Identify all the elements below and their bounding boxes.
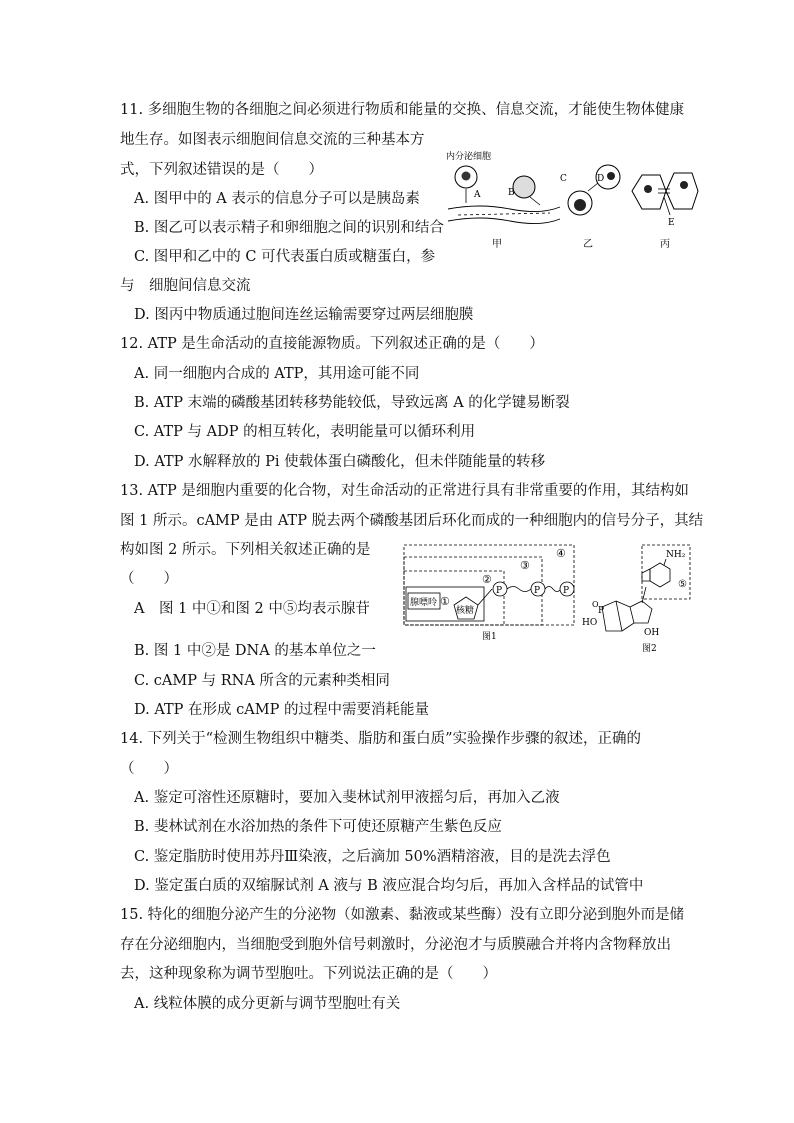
mark-2: ② [482,573,492,586]
figure2-caption: 图2 [642,644,657,654]
q13-stem-line4: （ ） [120,571,178,587]
cell-yi-1-nucleus [574,199,586,211]
q11-fig-caption-bing: 丙 [660,239,670,250]
q13-figure1-atp [402,543,578,645]
q11-stem-line2: 地生存。如图表示细胞间信息交流的三种基本方 [120,132,425,148]
q11-option-a: A. 图甲中的 A 表示的信息分子可以是胰岛素 [134,191,420,207]
q13-figure2-camp [582,543,694,659]
q11-stem-line1: 11. 多细胞生物的各细胞之间必须进行物质和能量的交换、信息交流，才能使生物体健康 [120,102,685,118]
q13-stem-line3: 构如图 2 所示。下列相关叙述正确的是 [120,542,371,558]
q13-option-a: A 图 1 中①和图 2 中⑤均表示腺苷 [134,601,370,617]
q11-option-c: C. 图甲和乙中的 C 可代表蛋白质或糖蛋白，参 [134,249,436,265]
q11-option-b: B. 图乙可以表示精子和卵细胞之间的识别和结合 [134,220,444,236]
q11-option-d: D. 图丙中物质通过胞间连丝运输需要穿过两层细胞膜 [134,307,474,323]
q11-option-c-cont: 与 细胞间信息交流 [120,278,251,294]
figure1-caption: 图1 [482,632,497,642]
q14-option-c: C. 鉴定脂肪时使用苏丹Ⅲ染液，之后滴加 50%酒精溶液，目的是洗去浮色 [134,849,611,865]
o-label: O [592,600,599,609]
ribose-label: 核糖 [456,606,475,616]
q14-option-b: B. 斐林试剂在水浴加热的条件下可使还原糖产生紫色反应 [134,819,502,835]
q11-fig-top-label: 内分泌细胞 [446,152,492,162]
phosphate-2-label: P [534,586,541,596]
p-label: P [598,606,605,616]
q11-fig-caption-yi: 乙 [583,239,593,250]
q11-fig-label-d: D [597,174,605,184]
vessel-flow [458,213,550,215]
nh2-label: NH₂ [666,550,686,560]
q13-stem-line2: 图 1 所示。cAMP 是由 ATP 脱去两个磷酸基团后环化而成的一种细胞内的信号分子，其结 [120,513,704,529]
vessel-bottom [448,218,560,224]
q11-fig-label-a: A [474,190,481,200]
purine-ring-6 [650,563,670,587]
q13-option-c: C. cAMP 与 RNA 所含的元素种类相同 [134,673,390,689]
phosphate-1-label: P [496,586,503,596]
q13-option-d: D. ATP 在形成 cAMP 的过程中需要消耗能量 [134,702,429,718]
q14-option-a: A. 鉴定可溶性还原糖时，要加入斐林试剂甲液摇匀后，再加入乙液 [134,790,560,806]
q11-stem-line3: 式，下列叙述错误的是（ ） [120,162,323,178]
mark-5: ⑤ [678,579,687,590]
q12-option-b: B. ATP 末端的磷酸基团转移势能较低，导致远离 A 的化学键易断裂 [134,395,570,411]
q11-fig-label-e: E [668,218,675,228]
oh-label: OH [644,628,660,638]
vessel-top [448,206,560,212]
q13-stem-line1: 13. ATP 是细胞内重要的化合物，对生命活动的正常进行具有非常重要的作用，其结构如 [120,483,689,499]
ho-label: HO [582,618,598,628]
phosphate-ring [602,601,622,631]
q11-fig-label-c: C [560,174,567,184]
cell-yi-2-nucleus [607,172,615,180]
q15-option-a: A. 线粒体膜的成分更新与调节型胞吐有关 [134,996,401,1012]
q12-option-a: A. 同一细胞内合成的 ATP，其用途可能不同 [134,366,420,382]
q14-option-d: D. 鉴定蛋白质的双缩脲试剂 A 液与 B 液应混合均匀后，再加入含样品的试管中 [134,878,644,894]
phosphate-3-label: P [563,586,570,596]
mark-3: ③ [520,559,530,572]
q12-option-d: D. ATP 水解释放的 Pi 使载体蛋白磷酸化，但未伴随能量的转移 [134,454,546,470]
mark-1: ① [440,595,450,608]
q11-fig-label-b: B [508,188,515,198]
q15-stem-line3: 去，这种现象称为调节型胞吐。下列说法正确的是（ ） [120,966,497,982]
q11-figure [440,145,700,257]
plant-cell-2-nucleus [680,181,688,189]
endocrine-nucleus [462,172,471,181]
q14-stem-line1: 14. 下列关于“检测生物组织中糖类、脂肪和蛋白质”实验操作步骤的叙述，正确的 [120,731,641,747]
q13-option-b: B. 图 1 中②是 DNA 的基本单位之一 [134,643,376,659]
q12-stem: 12. ATP 是生命活动的直接能源物质。下列叙述正确的是（ ） [120,336,544,352]
q12-option-c: C. ATP 与 ADP 的相互转化，表明能量可以循环利用 [134,424,476,440]
q15-stem-line2: 存在分泌细胞内，当细胞受到胞外信号刺激时，分泌泡才与质膜融合并将内含物释放出 [120,937,671,953]
adenine-label: 腺嘌呤 [410,598,438,608]
q15-stem-line1: 15. 特化的细胞分泌产生的分泌物（如激素、黏液或某些酶）没有立即分泌到胞外而是储 [120,907,685,923]
mark-4: ④ [556,547,566,560]
ribose-ring-2 [630,601,652,623]
purine-ring-5 [642,569,650,581]
plant-cell-1-nucleus [644,185,652,193]
q14-stem-line2: （ ） [120,761,178,777]
target-cell-jia [513,176,535,198]
q11-fig-caption-jia: 甲 [492,239,502,250]
plant-cell-2 [666,173,698,209]
